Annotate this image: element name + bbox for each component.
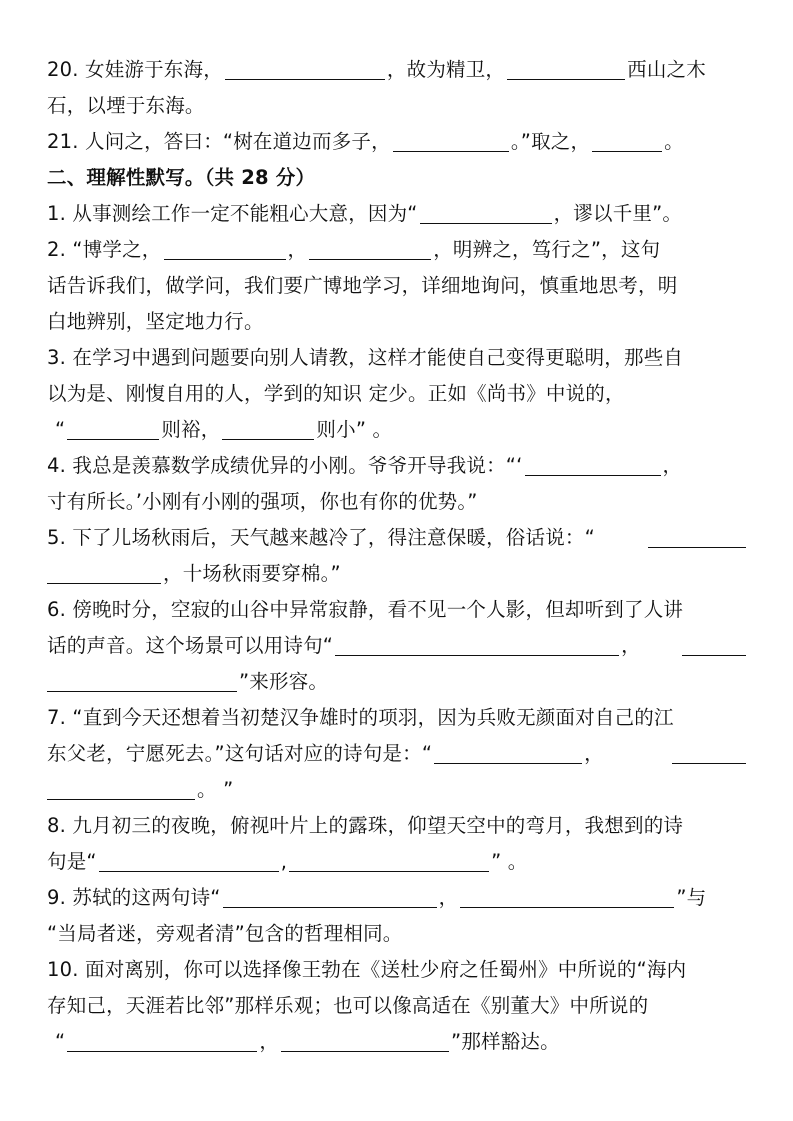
question-20-line-2: 石，以堙于东海。 [47, 94, 205, 117]
question-10-line-2: 存知己，天涯若比邻”那样乐观；也可以像高适在《别董大》中所说的 [47, 994, 649, 1017]
question-21: 21. 人问之，答曰：“树在道边而多子， 。”取之， 。 [47, 130, 684, 153]
question-3-line-2: 以为是、刚愎自用的人，学到的知识 定少。正如《尚书》中说的， [47, 382, 625, 405]
question-2-line-1: 2. “博学之， ， ，明辨之，笃行之”，这句 [47, 238, 661, 261]
answer-blank[interactable] [525, 456, 661, 476]
answer-blank[interactable] [222, 420, 314, 440]
question-5-line-1: 5. 下了儿场秋雨后，天气越来越冷了，得注意保暖，俗话说：“ [47, 526, 595, 549]
question-10-line-3: “ ， ”那样豁达。 [55, 1030, 560, 1053]
answer-blank[interactable] [289, 852, 489, 872]
question-9-line-2: “当局者迷，旁观者清”包含的哲理相同。 [47, 922, 403, 945]
question-7-line-3: 。 ” [47, 778, 233, 802]
answer-blank[interactable] [67, 420, 159, 440]
answer-blank[interactable] [47, 672, 237, 692]
answer-blank[interactable] [648, 547, 746, 548]
question-2-line-3: 白地辨别，坚定地力行。 [47, 310, 264, 333]
answer-blank[interactable] [223, 888, 437, 908]
question-1: 1. 从事测绘工作一定不能粗心大意，因为“ ，谬以千里”。 [47, 202, 683, 225]
question-6-line-3: ”来形容。 [47, 670, 328, 694]
question-4-line-2: 寸有所长。’小刚有小刚的强项，你也有你的优势。” [47, 490, 478, 513]
question-7-line-1: 7. “直到今天还想着当初楚汉争雄时的项羽，因为兵败无颜面对自己的江 [47, 706, 674, 729]
question-7-line-2: 东父老，宁愿死去。”这句话对应的诗句是：“ ， [47, 742, 604, 765]
question-4-line-1: 4. 我总是羡慕数学成绩优异的小刚。爷爷开导我说：“‘ ， [47, 454, 683, 477]
answer-blank[interactable] [434, 744, 582, 764]
answer-blank[interactable] [460, 888, 674, 908]
question-6-line-1: 6. 傍晚时分，空寂的山谷中异常寂静，看不见一个人影，但却听到了人讲 [47, 598, 684, 621]
question-8-line-2: 句是“ , ” 。 [47, 850, 528, 873]
answer-blank[interactable] [672, 763, 746, 764]
answer-blank[interactable] [99, 852, 279, 872]
answer-blank[interactable] [420, 204, 552, 224]
answer-blank[interactable] [335, 636, 619, 656]
answer-blank[interactable] [225, 60, 385, 80]
question-9-line-1: 9. 苏轼的这两句诗“ ， ”与 [47, 886, 707, 909]
question-8-line-1: 8. 九月初三的夜晚，俯视叶片上的露珠，仰望天空中的弯月，我想到的诗 [47, 814, 684, 837]
section-heading: 二、理解性默写。（共 28 分） [47, 166, 316, 189]
answer-blank[interactable] [47, 564, 161, 584]
answer-blank[interactable] [309, 240, 431, 260]
question-10-line-1: 10. 面对离别，你可以选择像王勃在《送杜少府之任蜀州》中所说的“海内 [47, 958, 687, 981]
answer-blank[interactable] [47, 780, 195, 800]
question-20-line-1: 20. 女娃游于东海， ，故为精卫， 西山之木 [47, 58, 706, 81]
question-3-line-3: “ 则裕， 则小” 。 [55, 418, 393, 441]
question-3-line-1: 3. 在学习中遇到问题要向别人请教，这样才能使自己变得更聪明，那些自 [47, 346, 684, 369]
answer-blank[interactable] [507, 60, 625, 80]
question-5-line-2: ，十场秋雨要穿棉。” [47, 562, 341, 586]
answer-blank[interactable] [592, 132, 662, 152]
question-2-line-2: 话告诉我们，做学问，我们要广博地学习，详细地询问，慎重地思考，明 [47, 274, 678, 297]
answer-blank[interactable] [682, 655, 746, 656]
answer-blank[interactable] [281, 1032, 449, 1052]
answer-blank[interactable] [393, 132, 509, 152]
answer-blank[interactable] [67, 1032, 257, 1052]
question-6-line-2: 话的声音。这个场景可以用诗句“ ， [47, 634, 641, 657]
answer-blank[interactable] [164, 240, 286, 260]
